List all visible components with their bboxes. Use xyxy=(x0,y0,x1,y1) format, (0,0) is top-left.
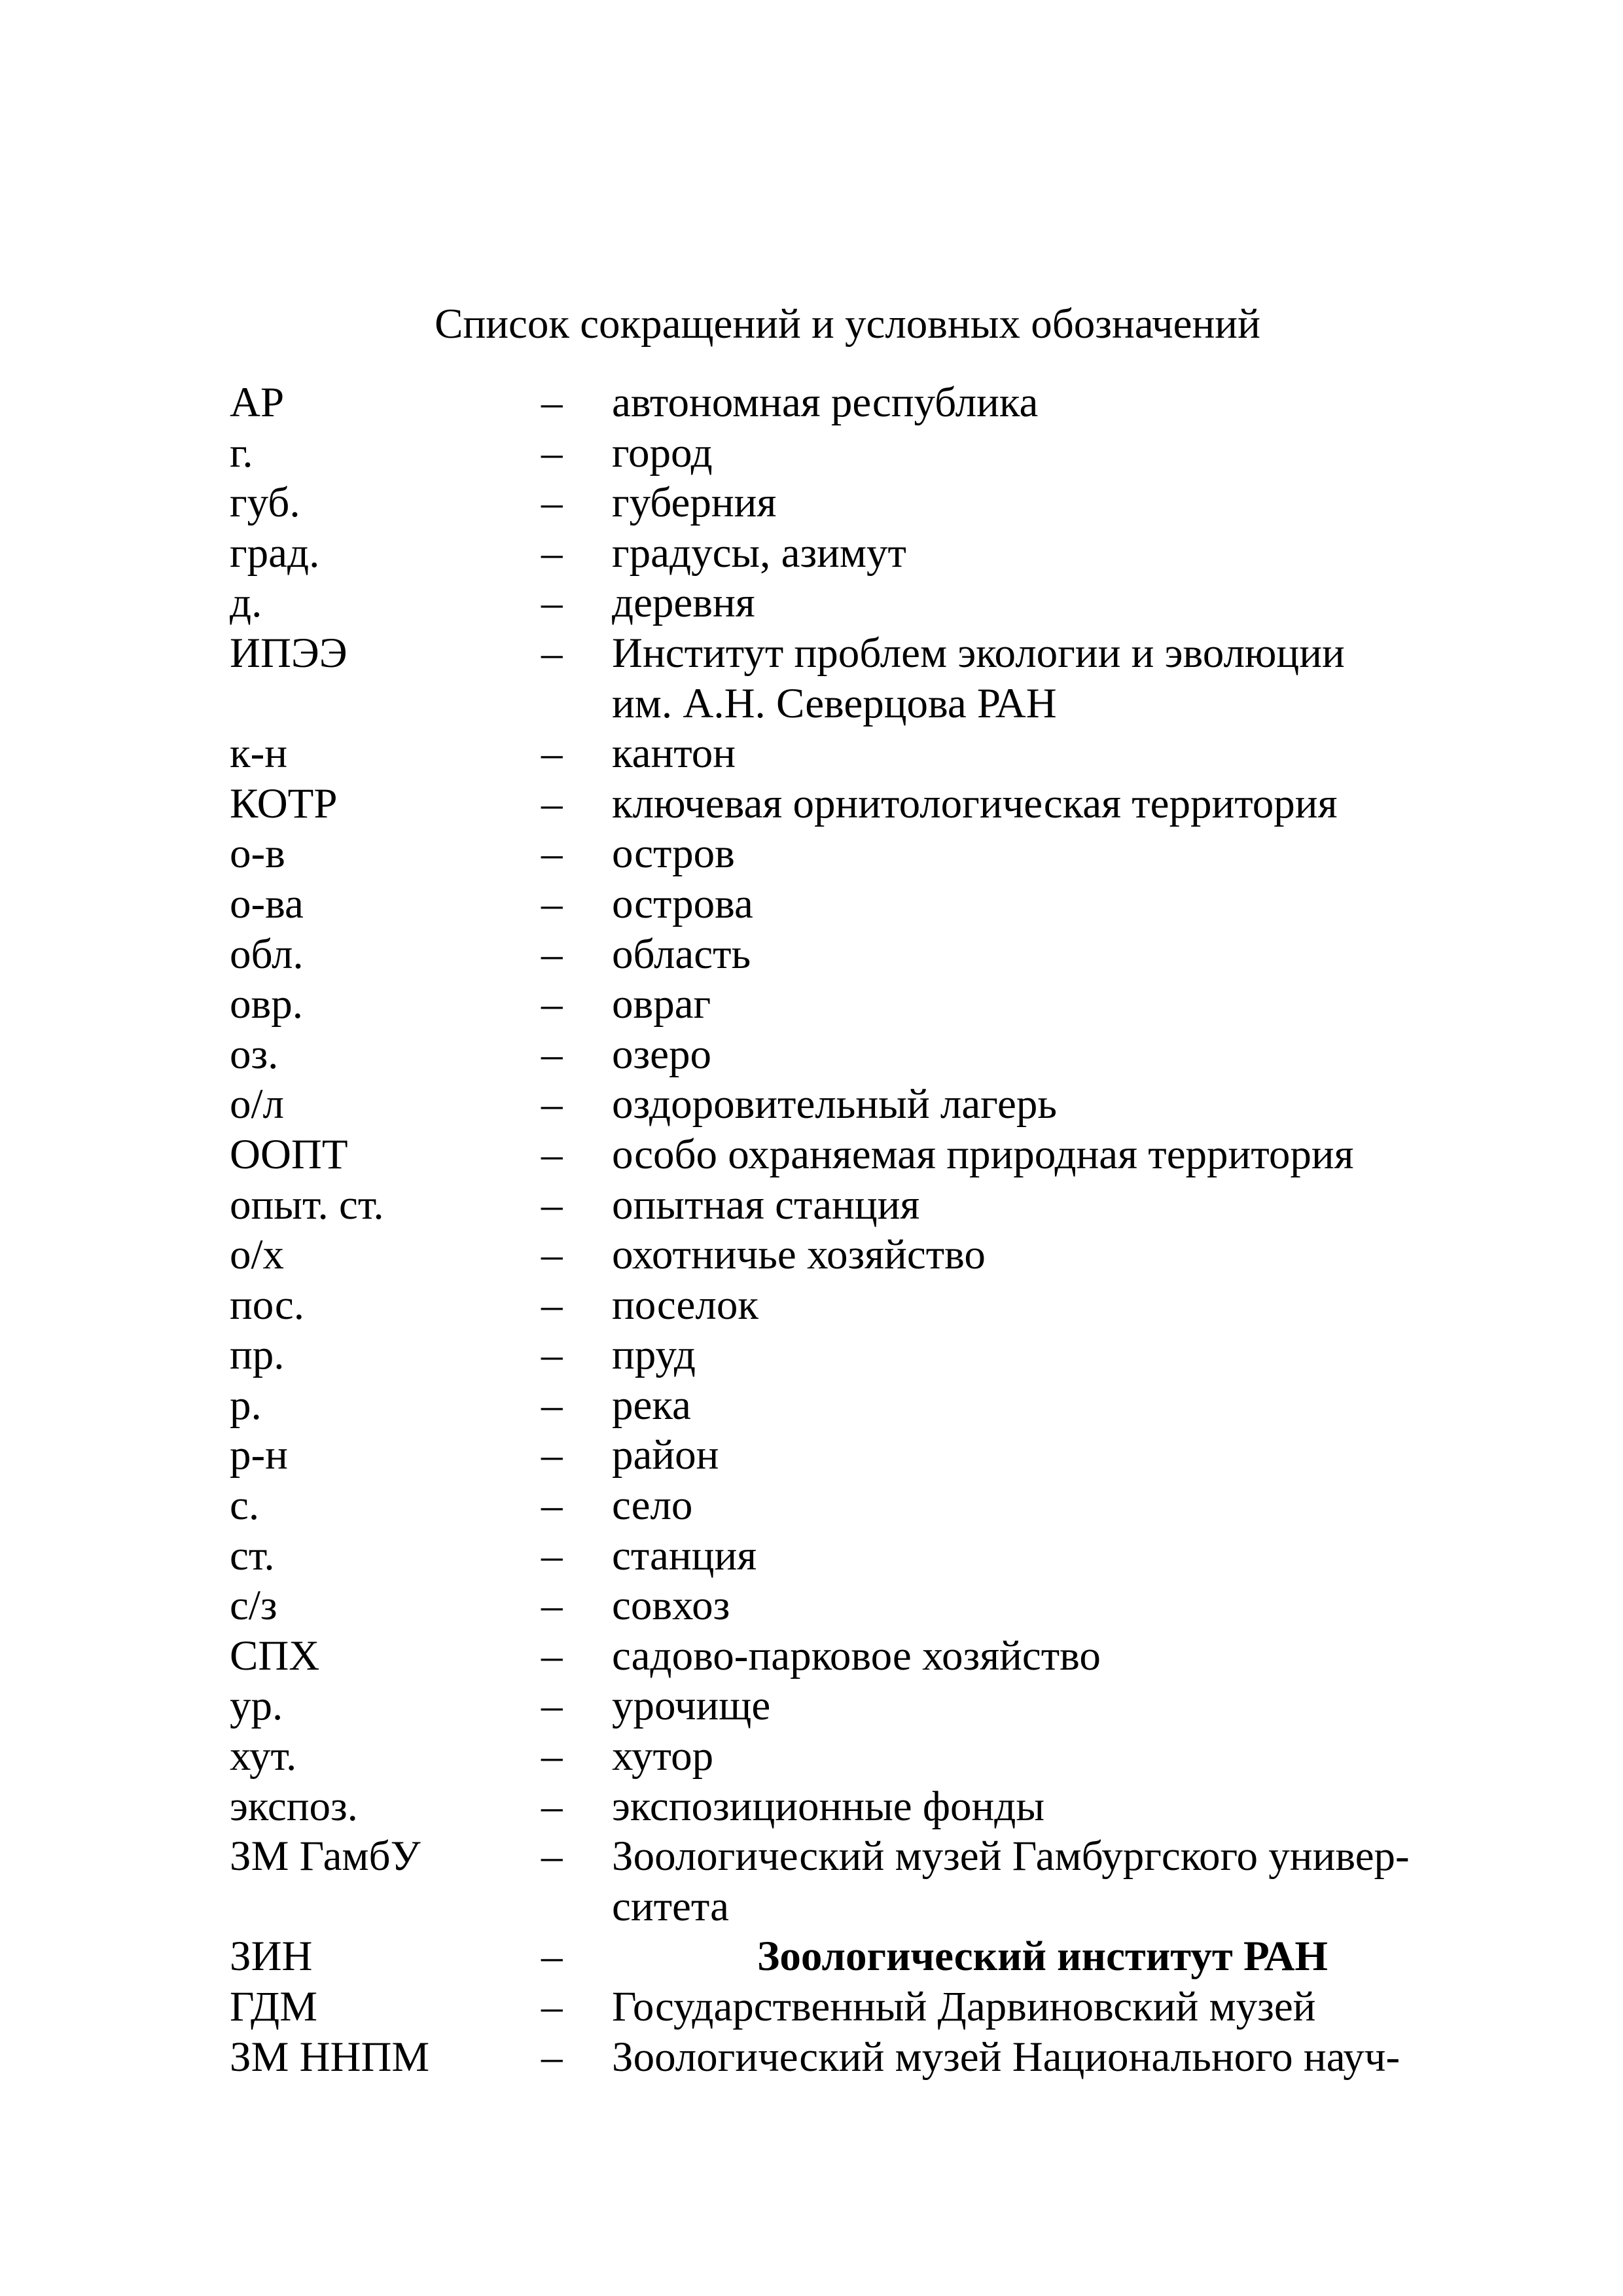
abbreviation-dash: – xyxy=(541,529,563,577)
definition-line: область xyxy=(612,930,751,978)
abbreviation-definition xyxy=(612,478,1473,528)
definition-line: опытная станция xyxy=(612,1181,920,1229)
abbreviation-definition xyxy=(612,779,1473,829)
definition-line: урочище xyxy=(612,1682,771,1730)
abbreviation-definition xyxy=(612,1180,1473,1230)
abbreviation-dash: – xyxy=(541,1732,563,1780)
abbreviation-row xyxy=(230,428,1473,478)
abbreviation-dash: – xyxy=(541,2033,563,2081)
abbreviation-definition xyxy=(612,1531,1473,1581)
abbreviation-term: ЗМ ГамбУ xyxy=(230,1833,421,1880)
abbreviation-row xyxy=(230,478,1473,528)
abbreviation-definition xyxy=(612,1831,1473,1931)
definition-line: губерния xyxy=(612,479,777,527)
abbreviation-term: с. xyxy=(230,1482,260,1530)
abbreviation-definition xyxy=(612,1782,1473,1832)
abbreviation-term: ЗМ ННПМ xyxy=(230,2033,430,2081)
abbreviation-dash: – xyxy=(541,1081,563,1128)
definition-line: автономная республика xyxy=(612,379,1039,426)
definition-line: им. А.Н. Северцова РАН xyxy=(612,679,1057,727)
abbreviation-term: ур. xyxy=(230,1682,283,1730)
abbreviation-definition xyxy=(612,428,1473,478)
definition-line: деревня xyxy=(612,579,755,627)
abbreviation-row xyxy=(230,1581,1473,1631)
abbreviation-term: оз. xyxy=(230,1030,279,1078)
definition-line: Зоологический музей Гамбургского универ- xyxy=(612,1833,1410,1880)
abbreviation-dash: – xyxy=(541,1482,563,1530)
abbreviation-definition xyxy=(612,1982,1473,2032)
abbreviation-term: ИПЭЭ xyxy=(230,629,348,677)
abbreviation-dash: – xyxy=(541,1181,563,1229)
definition-line: пруд xyxy=(612,1331,696,1379)
abbreviation-row xyxy=(230,1982,1473,2032)
abbreviation-dash: – xyxy=(541,1532,563,1579)
abbreviation-definition xyxy=(612,1130,1473,1180)
abbreviation-dash: – xyxy=(541,1782,563,1830)
abbreviation-term: к-н xyxy=(230,730,288,778)
abbreviation-definition xyxy=(612,628,1473,728)
definition-line: Зоологический музей Национального науч- xyxy=(612,2033,1400,2081)
abbreviation-dash: – xyxy=(541,1632,563,1679)
abbreviation-term: овр. xyxy=(230,980,303,1028)
definition-line: озеро xyxy=(612,1030,712,1078)
abbreviation-term: д. xyxy=(230,579,262,627)
abbreviation-term: КОТР xyxy=(230,780,338,827)
abbreviation-term: губ. xyxy=(230,479,300,527)
abbreviation-definition xyxy=(612,378,1473,428)
abbreviation-dash: – xyxy=(541,1331,563,1379)
abbreviation-dash: – xyxy=(541,1281,563,1329)
abbreviation-dash: – xyxy=(541,1130,563,1178)
abbreviation-definition xyxy=(612,829,1473,879)
abbreviation-definition xyxy=(612,1330,1473,1380)
abbreviation-term: СПХ xyxy=(230,1632,320,1679)
abbreviation-term: пос. xyxy=(230,1281,305,1329)
abbreviation-term: обл. xyxy=(230,930,304,978)
abbreviation-row xyxy=(230,1931,1473,1982)
abbreviation-dash: – xyxy=(541,730,563,778)
abbreviation-list xyxy=(230,378,1473,2082)
abbreviation-definition xyxy=(612,1079,1473,1130)
abbreviation-term: р. xyxy=(230,1381,262,1429)
definition-line: острова xyxy=(612,880,753,927)
abbreviation-definition xyxy=(612,1230,1473,1280)
abbreviation-dash: – xyxy=(541,1431,563,1479)
abbreviation-dash: – xyxy=(541,830,563,878)
definition-line: Институт проблем экологии и эволюции xyxy=(612,629,1345,677)
abbreviation-term: град. xyxy=(230,529,320,577)
abbreviation-definition xyxy=(612,1681,1473,1731)
abbreviation-definition xyxy=(612,1280,1473,1331)
abbreviation-row xyxy=(230,528,1473,579)
abbreviation-dash: – xyxy=(541,880,563,927)
abbreviation-row xyxy=(230,1130,1473,1180)
abbreviation-term: г. xyxy=(230,429,253,476)
definition-line: хутор xyxy=(612,1732,714,1780)
abbreviation-row xyxy=(230,1180,1473,1230)
abbreviation-definition xyxy=(612,578,1473,628)
abbreviation-term: экспоз. xyxy=(230,1782,358,1830)
abbreviation-term: пр. xyxy=(230,1331,285,1379)
definition-line: кантон xyxy=(612,730,736,778)
abbreviation-definition xyxy=(612,1631,1473,1681)
definition-line: оздоровительный лагерь xyxy=(612,1081,1057,1128)
abbreviation-dash: – xyxy=(541,780,563,827)
abbreviation-row xyxy=(230,1230,1473,1280)
abbreviation-row xyxy=(230,1631,1473,1681)
abbreviation-row xyxy=(230,1430,1473,1480)
abbreviation-term: о-ва xyxy=(230,880,304,927)
abbreviation-dash: – xyxy=(541,629,563,677)
abbreviation-term: ГДМ xyxy=(230,1983,317,2030)
abbreviation-row xyxy=(230,1681,1473,1731)
abbreviation-row xyxy=(230,728,1473,779)
definition-line: ключевая орнитологическая территория xyxy=(612,780,1338,827)
abbreviation-row xyxy=(230,829,1473,879)
abbreviation-row xyxy=(230,1280,1473,1331)
abbreviation-term: ЗИН xyxy=(230,1933,313,1981)
abbreviation-row xyxy=(230,378,1473,428)
abbreviation-term: хут. xyxy=(230,1732,297,1780)
abbreviation-definition xyxy=(612,1731,1473,1782)
abbreviation-row xyxy=(230,929,1473,980)
abbreviation-row xyxy=(230,879,1473,929)
definition-line: охотничье хозяйство xyxy=(612,1231,986,1279)
abbreviation-definition xyxy=(612,728,1473,779)
abbreviation-dash: – xyxy=(541,930,563,978)
abbreviation-dash: – xyxy=(541,1933,563,1981)
abbreviation-definition xyxy=(612,1480,1473,1531)
page-title: Список сокращений и условных обозначений xyxy=(435,300,1260,348)
abbreviation-dash: – xyxy=(541,1231,563,1279)
abbreviation-term: опыт. ст. xyxy=(230,1181,384,1229)
abbreviation-term: с/з xyxy=(230,1582,277,1630)
abbreviation-definition xyxy=(612,2032,1473,2083)
abbreviation-dash: – xyxy=(541,379,563,426)
abbreviation-dash: – xyxy=(541,1381,563,1429)
abbreviation-dash: – xyxy=(541,980,563,1028)
abbreviation-dash: – xyxy=(541,1030,563,1078)
definition-line: градусы, азимут xyxy=(612,529,906,577)
abbreviation-row xyxy=(230,628,1473,728)
abbreviation-row xyxy=(230,578,1473,628)
abbreviation-definition xyxy=(612,929,1473,980)
definition-line: река xyxy=(612,1381,691,1429)
definition-line: экспозиционные фонды xyxy=(612,1782,1045,1830)
abbreviation-dash: – xyxy=(541,579,563,627)
abbreviation-row xyxy=(230,979,1473,1030)
definition-line: ситета xyxy=(612,1882,729,1930)
abbreviation-row xyxy=(230,1782,1473,1832)
abbreviation-term: о/х xyxy=(230,1231,285,1279)
definition-line: Государственный Дарвиновский музей xyxy=(612,1983,1316,2030)
definition-line: садово-парковое хозяйство xyxy=(612,1632,1101,1679)
abbreviation-row xyxy=(230,1480,1473,1531)
abbreviation-row xyxy=(230,1831,1473,1931)
abbreviation-row xyxy=(230,779,1473,829)
abbreviation-definition xyxy=(612,1931,1473,1982)
definition-line: село xyxy=(612,1482,693,1530)
definition-line: город xyxy=(612,429,713,476)
abbreviation-term: о-в xyxy=(230,830,285,878)
abbreviation-row xyxy=(230,2032,1473,2083)
abbreviation-term: ст. xyxy=(230,1532,275,1579)
abbreviation-definition xyxy=(612,1430,1473,1480)
abbreviation-dash: – xyxy=(541,1983,563,2030)
definition-line: поселок xyxy=(612,1281,758,1329)
abbreviation-definition xyxy=(612,979,1473,1030)
abbreviation-row xyxy=(230,1380,1473,1431)
abbreviation-definition xyxy=(612,1030,1473,1080)
abbreviation-row xyxy=(230,1731,1473,1782)
abbreviation-definition xyxy=(612,1581,1473,1631)
abbreviation-term: р-н xyxy=(230,1431,288,1479)
definition-line: особо охраняемая природная территория xyxy=(612,1130,1354,1178)
abbreviation-dash: – xyxy=(541,1682,563,1730)
definition-line: станция xyxy=(612,1532,757,1579)
abbreviation-row xyxy=(230,1030,1473,1080)
definition-line: Зоологический институт РАН xyxy=(757,1933,1328,1981)
abbreviation-dash: – xyxy=(541,1833,563,1880)
definition-line: овраг xyxy=(612,980,711,1028)
definition-line: совхоз xyxy=(612,1582,730,1630)
abbreviation-dash: – xyxy=(541,429,563,476)
abbreviation-dash: – xyxy=(541,479,563,527)
abbreviation-term: ООПТ xyxy=(230,1130,348,1178)
abbreviation-definition xyxy=(612,1380,1473,1431)
definition-line: остров xyxy=(612,830,735,878)
abbreviation-dash: – xyxy=(541,1582,563,1630)
abbreviation-term: о/л xyxy=(230,1081,284,1128)
abbreviation-term: АР xyxy=(230,379,285,426)
definition-line: район xyxy=(612,1431,719,1479)
abbreviation-row xyxy=(230,1079,1473,1130)
abbreviation-row xyxy=(230,1330,1473,1380)
abbreviation-row xyxy=(230,1531,1473,1581)
abbreviation-definition xyxy=(612,879,1473,929)
abbreviation-definition xyxy=(612,528,1473,579)
